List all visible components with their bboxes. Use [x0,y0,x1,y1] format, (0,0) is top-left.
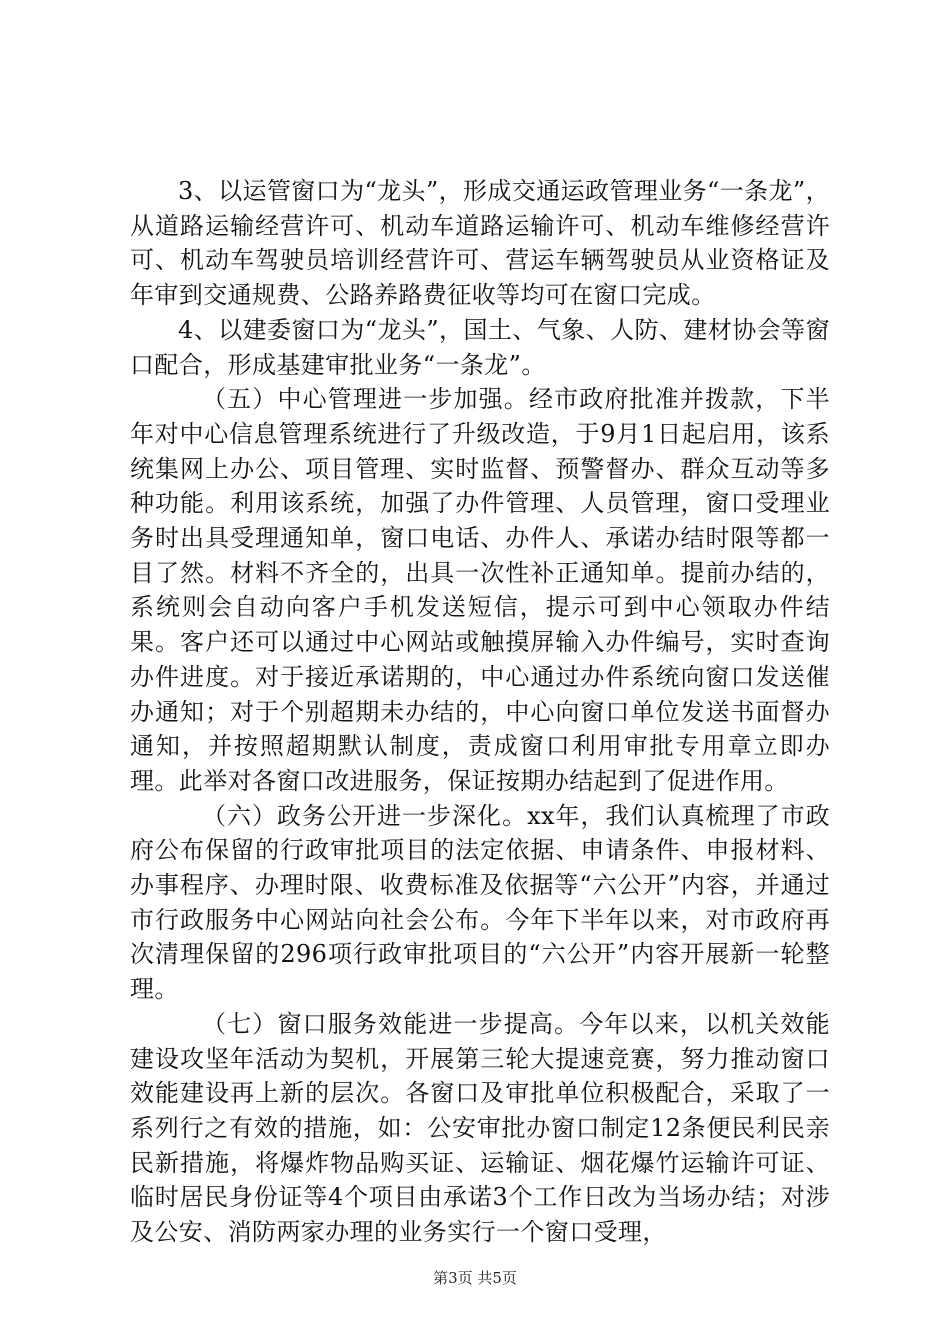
page-number-footer: 第3页 共5页 [433,1269,517,1287]
paragraph-item-3: 3、以运管窗口为“龙头”，形成交通运政管理业务“一条龙”，从道路运输经营许可、机动车道路运输许可、机动车维修经营许可、机动车驾驶员培训经营许可、营运车辆驾驶员从业资格证及年审到交通规费、公路养路费征收等均可在窗口完成。 [130,177,830,310]
paragraph-section-5: （五）中心管理进一步加强。经市政府批准并拨款，下半年对中心信息管理系统进行了升级改造，于9月1日起启用，该系统集网上办公、项目管理、实时监督、预警督办、群众互动等多种功能。利用该系统，加强了办件管理、人员管理，窗口受理业务时出具受理通知单，窗口电话、办件人、承诺办结时限等都一目了然。材料不齐全的，出具一次性补正通知单。提前办结的，系统则会自动向客户手机发送短信，提示可到中心领取办件结果。客户还可以通过中心网站或触摸屏输入办件编号，实时查询办件进度。对于接近承诺期的，中心通过办件系统向窗口发送催办通知；对于个别超期未办结的，中心向窗口单位发送书面督办通知，并按照超期默认制度，责成窗口利用审批专用章立即办理。此举对各窗口改进服务，保证按期办结起到了促进作用。 [130,385,830,795]
paragraph-section-7: （七）窗口服务效能进一步提高。今年以来，以机关效能建设攻坚年活动为契机，开展第三轮大提速竞赛，努力推动窗口效能建设再上新的层次。各窗口及审批单位积极配合，采取了一系列行之有效的措施，如：公安审批办窗口制定12条便民利民亲民新措施，将爆炸物品购买证、运输证、烟花爆竹运输许可证、临时居民身份证等4个项目由承诺3个工作日改为当场办结；对涉及公安、消防两家办理的业务实行一个窗口受理， [130,1009,830,1247]
paragraph-item-4: 4、以建委窗口为“龙头”，国土、气象、人防、建材协会等窗口配合，形成基建审批业务“一条龙”。 [130,315,830,379]
paragraph-section-6: （六）政务公开进一步深化。xx年，我们认真梳理了市政府公布保留的行政审批项目的法定依据、申请条件、申报材料、办事程序、办理时限、收费标准及依据等“六公开”内容，并通过市行政服务中心网站向社会公布。今年下半年以来，对市政府再次清理保留的296项行政审批项目的“六公开”内容开展新一轮整理。 [130,801,830,1004]
document-body [130,174,830,1250]
